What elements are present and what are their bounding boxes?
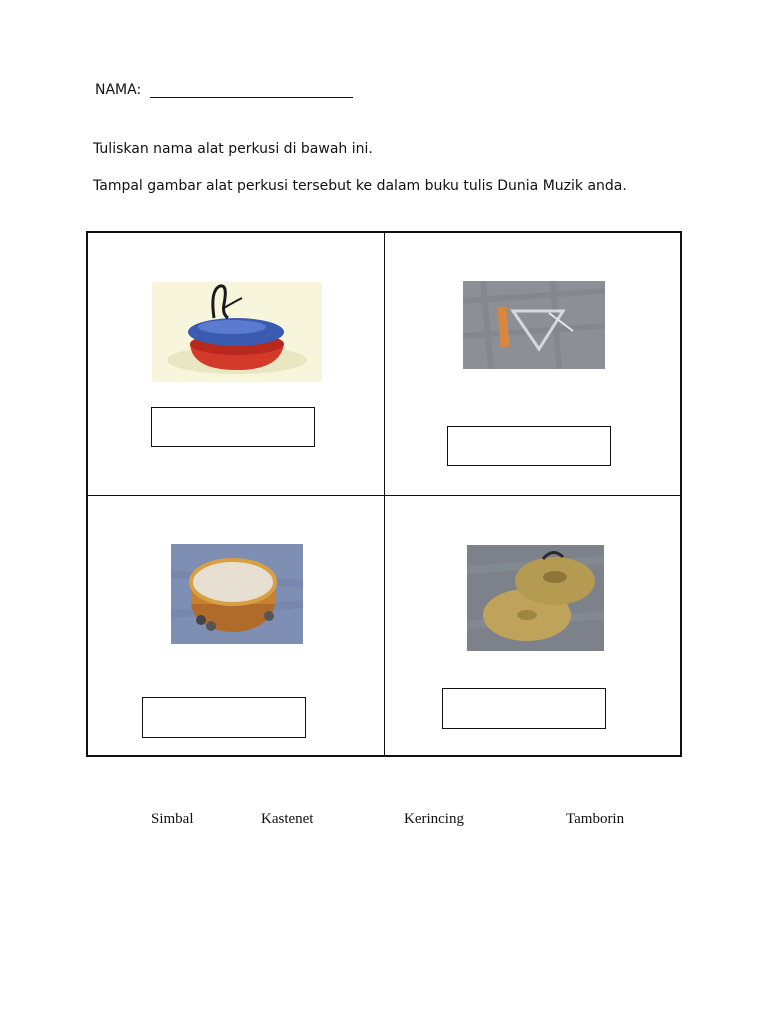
tambourine-icon <box>171 544 303 644</box>
name-label: NAMA: <box>95 82 142 98</box>
tambourine-picture <box>171 544 303 644</box>
grid-horizontal-divider <box>88 495 680 496</box>
answer-box-castanet[interactable] <box>151 407 315 447</box>
instrument-grid <box>86 231 682 757</box>
cymbal-picture <box>467 545 604 651</box>
instruction-2: Tampal gambar alat perkusi tersebut ke dalam buku tulis Dunia Muzik anda. <box>93 178 627 194</box>
name-row <box>95 82 353 98</box>
triangle-picture <box>463 281 605 369</box>
triangle-icon <box>463 281 605 369</box>
answer-box-cymbal[interactable] <box>442 688 606 729</box>
cymbal-icon <box>467 545 604 651</box>
word-bank-item: Simbal <box>151 811 194 827</box>
word-bank-item: Tamborin <box>566 811 625 827</box>
answer-box-triangle[interactable] <box>447 426 611 466</box>
castanet-picture <box>152 282 322 382</box>
word-bank-item: Kerincing <box>404 811 464 827</box>
instruction-1: Tuliskan nama alat perkusi di bawah ini. <box>93 141 373 157</box>
word-bank-item: Kastenet <box>261 811 314 827</box>
grid-vertical-divider <box>384 233 385 755</box>
name-field[interactable] <box>150 83 353 98</box>
answer-box-tambourine[interactable] <box>142 697 306 738</box>
castanet-icon <box>152 282 322 382</box>
